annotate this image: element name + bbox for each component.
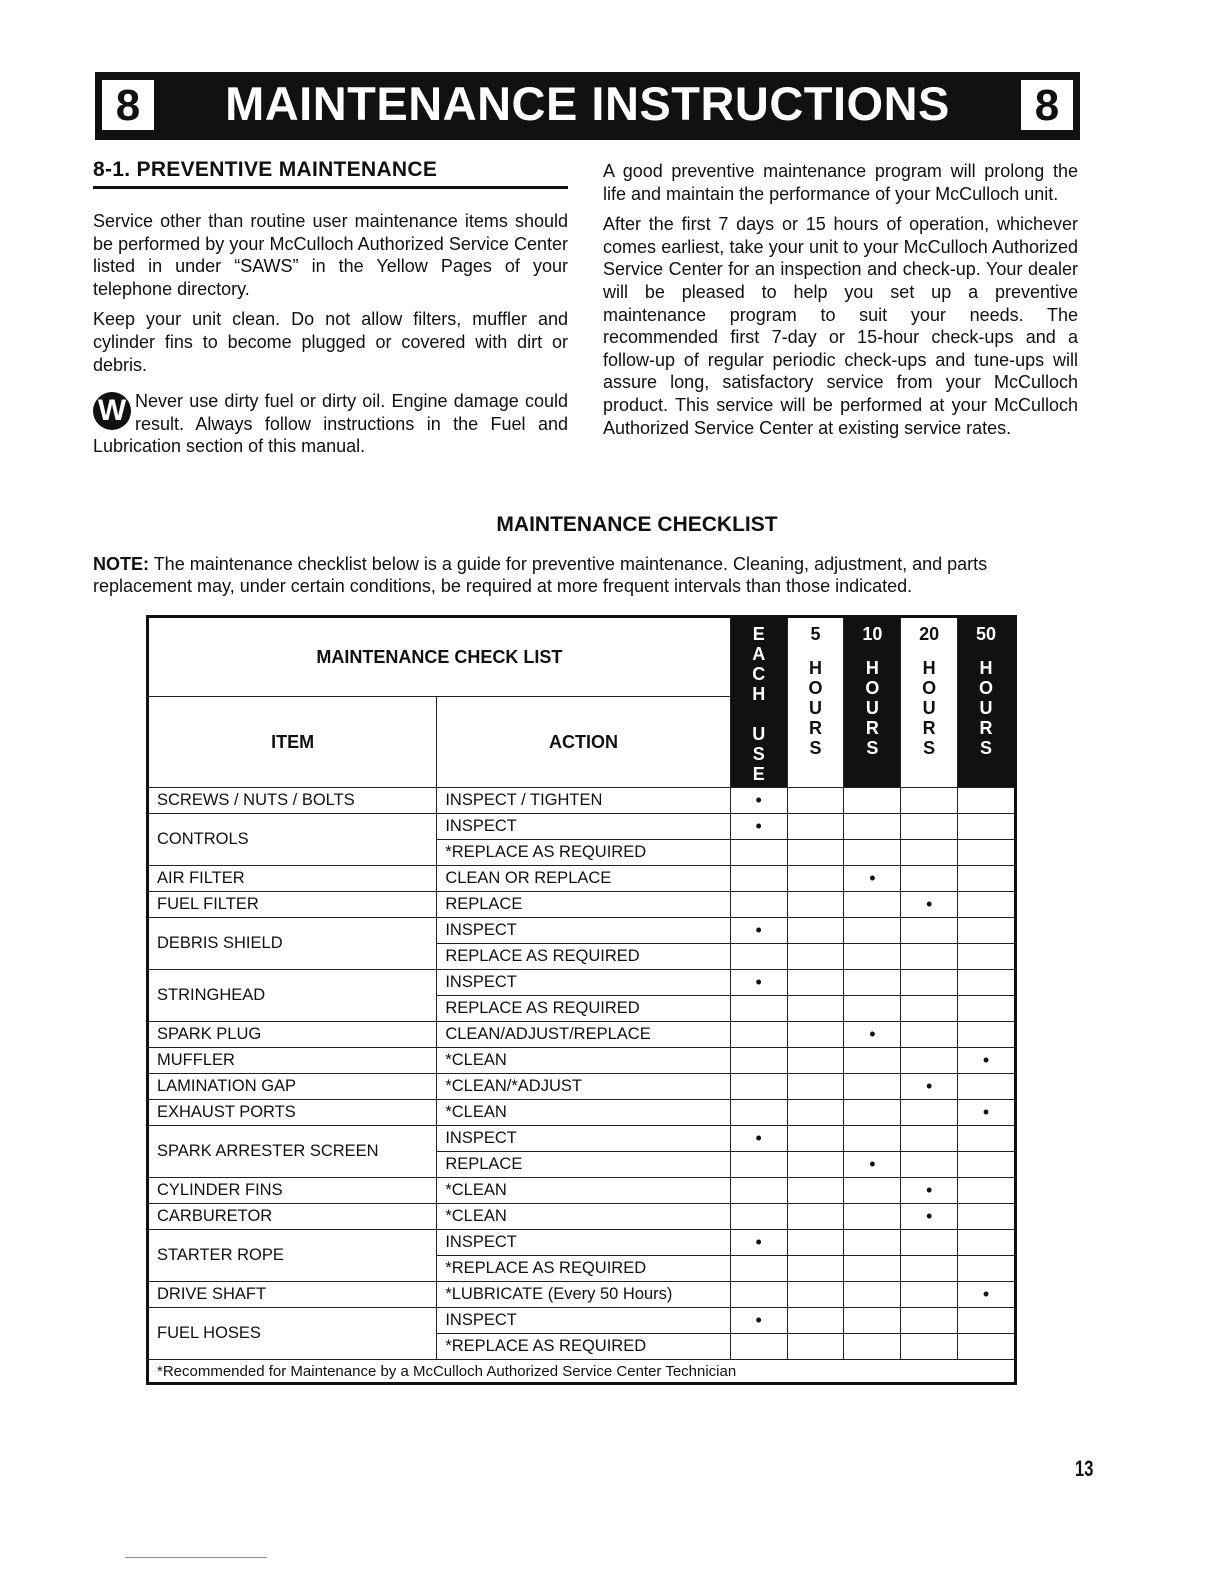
section-number-left: 8	[99, 77, 157, 133]
interval-cell	[901, 1152, 958, 1178]
interval-cell	[730, 1152, 787, 1178]
interval-cell	[958, 1126, 1016, 1152]
interval-cell	[844, 814, 901, 840]
interval-cell	[730, 944, 787, 970]
interval-cell	[844, 866, 901, 892]
action-cell: REPLACE AS REQUIRED	[437, 996, 730, 1022]
interval-cell	[958, 840, 1016, 866]
item-cell: FUEL HOSES	[148, 1308, 437, 1360]
interval-cell	[901, 1256, 958, 1282]
interval-cell	[844, 892, 901, 918]
interval-header	[844, 617, 901, 788]
item-cell: CARBURETOR	[148, 1204, 437, 1230]
section-number-right: 8	[1018, 77, 1076, 133]
table-row	[148, 1048, 1016, 1074]
action-cell: *REPLACE AS REQUIRED	[437, 1334, 730, 1360]
maintenance-checklist-table	[146, 615, 1017, 1385]
interval-cell	[844, 996, 901, 1022]
interval-label: H O U R S	[865, 658, 880, 758]
interval-cell	[958, 1230, 1016, 1256]
check-mark: •	[982, 1284, 990, 1304]
interval-cell	[958, 814, 1016, 840]
interval-cell	[787, 1074, 844, 1100]
interval-label: H O U R S	[808, 658, 823, 758]
interval-cell	[730, 1256, 787, 1282]
footnote-row	[148, 1360, 1016, 1384]
interval-number: 20	[919, 624, 940, 644]
interval-cell	[901, 1022, 958, 1048]
item-cell: STARTER ROPE	[148, 1230, 437, 1282]
paragraph: A good preventive maintenance program will prolong the life and maintain the performance of your McCulloch unit.	[603, 161, 1078, 204]
interval-cell	[844, 1230, 901, 1256]
interval-cell	[787, 970, 844, 996]
action-cell: CLEAN/ADJUST/REPLACE	[437, 1022, 730, 1048]
interval-cell	[901, 1074, 958, 1100]
checklist-title: MAINTENANCE CHECKLIST	[496, 513, 778, 536]
interval-cell	[844, 1256, 901, 1282]
table-row	[148, 1308, 1016, 1334]
interval-cell	[844, 918, 901, 944]
interval-cell	[958, 1022, 1016, 1048]
action-cell: INSPECT	[437, 1230, 730, 1256]
interval-cell	[730, 866, 787, 892]
interval-cell	[844, 1334, 901, 1360]
check-mark: •	[926, 1206, 933, 1226]
table-row	[148, 1126, 1016, 1152]
action-cell: REPLACE	[437, 892, 730, 918]
check-mark: •	[755, 1128, 762, 1148]
interval-cell	[958, 1204, 1016, 1230]
action-cell: *REPLACE AS REQUIRED	[437, 1256, 730, 1282]
action-cell: *CLEAN	[437, 1204, 730, 1230]
interval-cell	[844, 1126, 901, 1152]
interval-cell	[730, 1126, 787, 1152]
table-row	[148, 970, 1016, 996]
interval-cell	[730, 1074, 787, 1100]
interval-cell	[787, 944, 844, 970]
interval-cell	[844, 1204, 901, 1230]
interval-cell	[730, 970, 787, 996]
interval-header	[958, 617, 1016, 788]
interval-cell	[958, 918, 1016, 944]
interval-cell	[901, 892, 958, 918]
interval-label: H O U R S	[979, 658, 994, 758]
interval-cell	[787, 1100, 844, 1126]
item-cell: STRINGHEAD	[148, 970, 437, 1022]
check-mark: •	[982, 1102, 990, 1122]
check-mark: •	[755, 1310, 762, 1330]
interval-cell	[958, 1100, 1016, 1126]
table-row	[148, 1074, 1016, 1100]
check-mark: •	[869, 868, 876, 888]
table-row	[148, 1230, 1016, 1256]
interval-cell	[787, 1256, 844, 1282]
interval-cell	[730, 840, 787, 866]
check-mark: •	[755, 920, 762, 940]
interval-number: 5	[810, 624, 821, 644]
table-row	[148, 788, 1016, 814]
interval-cell	[958, 1282, 1016, 1308]
check-mark: •	[869, 1024, 876, 1044]
interval-cell	[958, 892, 1016, 918]
action-header: ACTION	[437, 697, 730, 788]
interval-cell	[730, 892, 787, 918]
action-cell: REPLACE AS REQUIRED	[437, 944, 730, 970]
interval-cell	[901, 866, 958, 892]
item-cell: EXHAUST PORTS	[148, 1100, 437, 1126]
item-cell: AIR FILTER	[148, 866, 437, 892]
interval-cell	[958, 996, 1016, 1022]
interval-cell	[787, 918, 844, 944]
section-banner	[95, 72, 1080, 140]
note-text: The maintenance checklist below is a guide for preventive maintenance. Cleaning, adjustment, and parts replacement may, under certain conditions, be required at more frequent intervals than those indicated.	[93, 554, 988, 596]
interval-cell	[787, 1126, 844, 1152]
interval-cell	[958, 1256, 1016, 1282]
action-cell: INSPECT	[437, 918, 730, 944]
interval-cell	[787, 1022, 844, 1048]
footnote: *Recommended for Maintenance by a McCulloch Authorized Service Center Technician	[148, 1360, 1016, 1384]
interval-cell	[958, 866, 1016, 892]
action-cell: INSPECT	[437, 970, 730, 996]
interval-number: 10	[862, 624, 883, 644]
interval-cell	[787, 1230, 844, 1256]
paragraph: Service other than routine user maintenance items should be performed by your McCulloch Authorized Service Center listed in under “SAWS” in the Yellow Pages of your telephone directory.	[93, 211, 568, 299]
paragraph: Keep your unit clean. Do not allow filters, muffler and cylinder fins to become plugged or covered with dirt or debris.	[93, 309, 568, 375]
note-label: NOTE:	[93, 554, 149, 574]
section-heading: 8-1. PREVENTIVE MAINTENANCE	[93, 158, 568, 189]
page-title: MAINTENANCE INSTRUCTIONS	[225, 77, 950, 130]
interval-cell	[787, 1048, 844, 1074]
check-mark: •	[982, 1050, 990, 1070]
interval-label: H O U R S	[922, 658, 937, 758]
table-row	[148, 892, 1016, 918]
table-title-row	[148, 617, 1016, 697]
table-title: MAINTENANCE CHECK LIST	[148, 617, 731, 697]
action-cell: INSPECT / TIGHTEN	[437, 788, 730, 814]
check-mark: •	[755, 972, 762, 992]
interval-cell	[844, 1308, 901, 1334]
interval-cell	[901, 840, 958, 866]
left-column	[93, 210, 568, 466]
warning-paragraph	[93, 390, 568, 458]
interval-cell	[787, 892, 844, 918]
item-header: ITEM	[148, 697, 437, 788]
interval-cell	[844, 1022, 901, 1048]
interval-cell	[901, 788, 958, 814]
check-mark: •	[869, 1154, 876, 1174]
interval-number: 50	[976, 624, 997, 644]
interval-cell	[730, 1048, 787, 1074]
action-cell: *CLEAN	[437, 1178, 730, 1204]
action-cell: *REPLACE AS REQUIRED	[437, 840, 730, 866]
action-cell: INSPECT	[437, 814, 730, 840]
right-column	[603, 160, 1078, 447]
interval-cell	[787, 1204, 844, 1230]
interval-cell	[844, 1074, 901, 1100]
interval-cell	[901, 1100, 958, 1126]
interval-cell	[730, 788, 787, 814]
action-cell: INSPECT	[437, 1126, 730, 1152]
interval-cell	[730, 1100, 787, 1126]
table-row	[148, 1178, 1016, 1204]
item-cell: SPARK ARRESTER SCREEN	[148, 1126, 437, 1178]
check-mark: •	[755, 1232, 762, 1252]
interval-cell	[844, 944, 901, 970]
interval-cell	[787, 1334, 844, 1360]
interval-cell	[787, 840, 844, 866]
interval-cell	[787, 1308, 844, 1334]
interval-cell	[901, 1126, 958, 1152]
interval-cell	[901, 970, 958, 996]
item-cell: CYLINDER FINS	[148, 1178, 437, 1204]
interval-cell	[901, 814, 958, 840]
interval-cell	[787, 1282, 844, 1308]
table-row	[148, 1100, 1016, 1126]
interval-cell	[730, 1282, 787, 1308]
action-cell: CLEAN OR REPLACE	[437, 866, 730, 892]
interval-cell	[844, 840, 901, 866]
action-cell: *CLEAN/*ADJUST	[437, 1074, 730, 1100]
interval-cell	[730, 1204, 787, 1230]
interval-cell	[787, 866, 844, 892]
interval-cell	[730, 1022, 787, 1048]
interval-cell	[730, 1308, 787, 1334]
interval-cell	[958, 1308, 1016, 1334]
interval-cell	[958, 788, 1016, 814]
warning-text: Never use dirty fuel or dirty oil. Engine damage could result. Always follow instructions in the Fuel and Lubrication section of this manual.	[93, 391, 568, 457]
interval-header	[787, 617, 844, 788]
action-cell: *LUBRICATE (Every 50 Hours)	[437, 1282, 730, 1308]
item-cell: DRIVE SHAFT	[148, 1282, 437, 1308]
interval-cell	[844, 1178, 901, 1204]
interval-cell	[901, 1230, 958, 1256]
interval-header	[730, 617, 787, 788]
interval-cell	[844, 970, 901, 996]
table-row	[148, 1204, 1016, 1230]
interval-cell	[787, 1178, 844, 1204]
interval-cell	[901, 1178, 958, 1204]
interval-cell	[844, 1048, 901, 1074]
interval-cell	[958, 944, 1016, 970]
table-row	[148, 814, 1016, 840]
paragraph: After the first 7 days or 15 hours of operation, whichever comes earliest, take your unit to your McCulloch Authorized Service Center for an inspection and check-up. Your dealer will be pleased to help you set up a preventive maintenance program to suit your needs. The recommended first 7-day or 15-hour check-ups and a follow-up of regular periodic check-ups and tune-ups will assure long, satisfactory service from your McCulloch product. This service will be performed at your McCulloch Authorized Service Center at existing service rates.	[603, 214, 1078, 438]
interval-cell	[901, 1048, 958, 1074]
interval-cell	[958, 1074, 1016, 1100]
divider-line	[125, 1557, 267, 1558]
interval-cell	[958, 1178, 1016, 1204]
table-row	[148, 1022, 1016, 1048]
action-cell: REPLACE	[437, 1152, 730, 1178]
interval-cell	[730, 918, 787, 944]
interval-cell	[730, 814, 787, 840]
interval-cell	[901, 1204, 958, 1230]
item-cell: MUFFLER	[148, 1048, 437, 1074]
interval-cell	[958, 1152, 1016, 1178]
warning-icon: W	[93, 392, 131, 430]
item-cell: SPARK PLUG	[148, 1022, 437, 1048]
interval-cell	[730, 1230, 787, 1256]
checklist-note	[93, 553, 1083, 597]
interval-cell	[844, 1152, 901, 1178]
interval-cell	[787, 1152, 844, 1178]
check-mark: •	[755, 816, 762, 836]
check-mark: •	[755, 790, 762, 810]
interval-label: E A C H U S E	[752, 624, 766, 784]
item-cell: CONTROLS	[148, 814, 437, 866]
table-row	[148, 866, 1016, 892]
interval-cell	[901, 918, 958, 944]
item-cell: DEBRIS SHIELD	[148, 918, 437, 970]
check-mark: •	[926, 1180, 933, 1200]
interval-cell	[844, 1282, 901, 1308]
interval-cell	[958, 1048, 1016, 1074]
interval-cell	[787, 788, 844, 814]
interval-cell	[844, 1100, 901, 1126]
interval-header	[901, 617, 958, 788]
table-row	[148, 918, 1016, 944]
check-mark: •	[926, 894, 933, 914]
interval-cell	[958, 1334, 1016, 1360]
check-mark: •	[926, 1076, 933, 1096]
action-cell: *CLEAN	[437, 1048, 730, 1074]
interval-cell	[787, 996, 844, 1022]
interval-cell	[730, 1334, 787, 1360]
interval-cell	[730, 996, 787, 1022]
interval-cell	[787, 814, 844, 840]
item-cell: FUEL FILTER	[148, 892, 437, 918]
item-cell: LAMINATION GAP	[148, 1074, 437, 1100]
action-cell: INSPECT	[437, 1308, 730, 1334]
interval-cell	[844, 788, 901, 814]
item-cell: SCREWS / NUTS / BOLTS	[148, 788, 437, 814]
interval-cell	[901, 944, 958, 970]
interval-cell	[901, 1282, 958, 1308]
interval-cell	[901, 1334, 958, 1360]
interval-cell	[901, 1308, 958, 1334]
table-row	[148, 1282, 1016, 1308]
interval-cell	[730, 1178, 787, 1204]
action-cell: *CLEAN	[437, 1100, 730, 1126]
interval-cell	[901, 996, 958, 1022]
page-number: 13	[1075, 1456, 1094, 1481]
interval-cell	[958, 970, 1016, 996]
